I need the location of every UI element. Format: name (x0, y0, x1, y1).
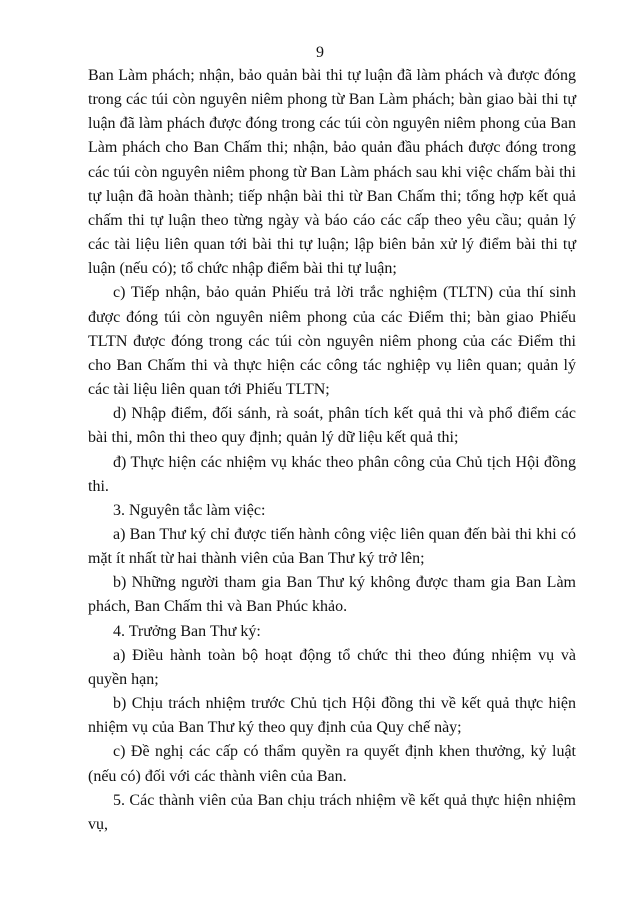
document-body (88, 64, 576, 837)
paragraph: b) Chịu trách nhiệm trước Chủ tịch Hội đồng thi về kết quả thực hiện nhiệm vụ của Ban Thư ký theo quy định của Quy chế này; (88, 695, 576, 737)
page-number: 9 (316, 44, 324, 61)
paragraph: Ban Làm phách; nhận, bảo quản bài thi tự luận đã làm phách và được đóng trong các túi còn nguyên niêm phong từ Ban Làm phách; bàn giao bài thi tự luận đã làm phách được đóng trong các túi còn nguyên niêm phong của Ban Làm phách cho Ban Chấm thi; nhận, bảo quản đầu phách được đóng trong các túi còn nguyên niêm phong từ Ban Làm phách sau khi việc chấm bài thi tự luận đã hoàn thành; tiếp nhận bài thi từ Ban Chấm thi; tổng hợp kết quả chấm thi tự luận theo từng ngày và báo cáo các cấp theo yêu cầu; quản lý các tài liệu liên quan tới bài thi tự luận; lập biên bản xử lý điểm bài thi tự luận (nếu có); tổ chức nhập điểm bài thi tự luận; (88, 67, 576, 278)
paragraph: a) Điều hành toàn bộ hoạt động tổ chức thi theo đúng nhiệm vụ và quyền hạn; (88, 646, 576, 688)
paragraph: đ) Thực hiện các nhiệm vụ khác theo phân công của Chủ tịch Hội đồng thi. (88, 453, 576, 495)
paragraph: b) Những người tham gia Ban Thư ký không được tham gia Ban Làm phách, Ban Chấm thi và Ban Phúc khảo. (88, 574, 576, 616)
paragraph: c) Tiếp nhận, bảo quản Phiếu trả lời trắc nghiệm (TLTN) của thí sinh được đóng túi còn nguyên niêm phong của các Điểm thi; bàn giao Phiếu TLTN được đóng trong các túi còn nguyên niêm phong của các Điểm thi cho Ban Chấm thi và thực hiện các công tác nghiệp vụ liên quan; quản lý các tài liệu liên quan tới Phiếu TLTN; (88, 284, 576, 399)
paragraph: a) Ban Thư ký chỉ được tiến hành công việc liên quan đến bài thi khi có mặt ít nhất từ hai thành viên của Ban Thư ký trở lên; (88, 525, 576, 568)
paragraph: 4. Trưởng Ban Thư ký: (113, 622, 261, 640)
paragraph: 3. Nguyên tắc làm việc: (113, 501, 266, 519)
paragraph: d) Nhập điểm, đối sánh, rà soát, phân tích kết quả thi và phổ điểm các bài thi, môn thi theo quy định; quản lý dữ liệu kết quả thi; (88, 405, 576, 447)
paragraph: c) Đề nghị các cấp có thẩm quyền ra quyết định khen thưởng, kỷ luật (nếu có) đối với các thành viên của Ban. (88, 743, 576, 785)
paragraph: 5. Các thành viên của Ban chịu trách nhiệm về kết quả thực hiện nhiệm vụ, (88, 791, 576, 833)
